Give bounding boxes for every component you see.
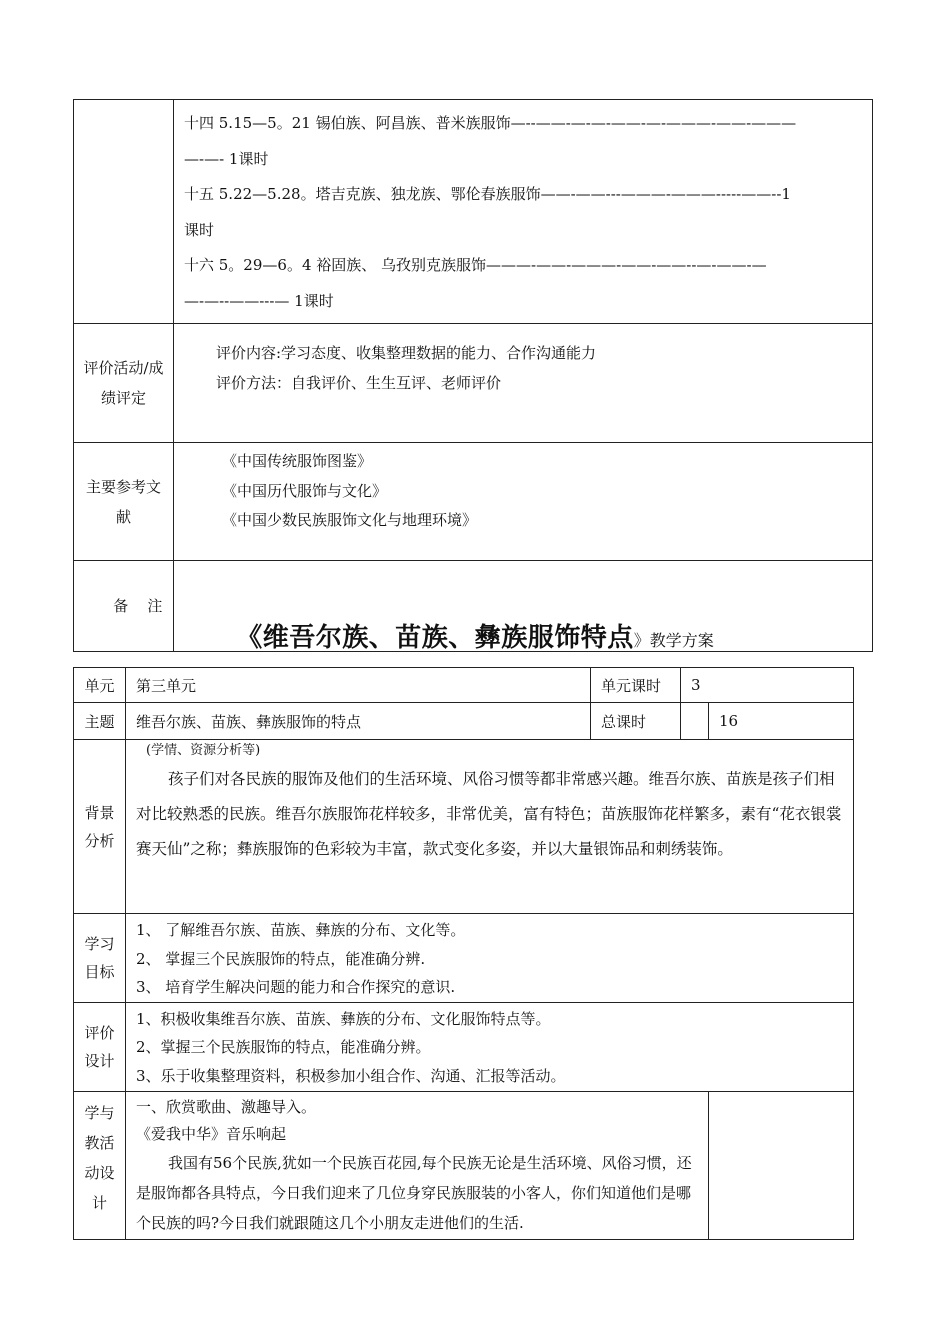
previous-plan-table [73, 99, 873, 652]
evaluation-label [74, 324, 174, 443]
total-hours-label: 总课时 [591, 703, 681, 740]
evaluation-content: 评价内容:学习态度、收集整理数据的能力、合作沟通能力 [216, 344, 597, 362]
unit-label: 单元 [74, 668, 126, 703]
topic-value: 维吾尔族、苗族、彝族服饰的特点 [126, 703, 591, 740]
schedule-line: 十六 5。29—6。4 裕固族、 乌孜别克族服饰———-——-———-——-——--—-——-— [184, 256, 767, 274]
schedule-cell [174, 100, 873, 324]
background-cell [126, 740, 854, 914]
evaluation-label-text: 评价活动/成绩评定 [83, 359, 164, 407]
references-cell [174, 443, 873, 561]
reference-item: 《中国传统服饰图鉴》 [222, 452, 373, 470]
page-title [0, 617, 950, 654]
title-main: 《维吾尔族、苗族、彝族服饰特点 [236, 623, 634, 653]
activity-label: 学与教活动设计 [74, 1091, 126, 1239]
title-suffix: 》教学方案 [633, 631, 714, 650]
eval-design-item: 3、乐于收集整理资料，积极参加小组合作、沟通、汇报等活动。 [136, 1066, 566, 1085]
reference-item: 《中国历代服饰与文化》 [222, 481, 388, 500]
goal-item: 2、 掌握三个民族服饰的特点，能准确分辨. [136, 949, 426, 968]
topic-label: 主题 [74, 703, 126, 740]
goals-label: 学习目标 [74, 914, 126, 1003]
schedule-line: —-—--——---— 1课时 [184, 291, 334, 310]
unit-hours-value: 3 [681, 668, 854, 703]
schedule-line: 课时 [184, 220, 215, 239]
activity-text: 我国有56个民族,犹如一个民族百花园,每个民族无论是生活环境、风俗习惯，还是服饰都各具特点，今日我们迎来了几位身穿民族服装的小客人，你们知道他们是哪个民族的吗?今日我们就跟随这几个小朋友走进他们的生活. [136, 1153, 692, 1232]
remarks-label-text: 备 注 [113, 597, 163, 615]
total-hours-value: 16 [709, 703, 854, 740]
lesson-plan-table [73, 667, 854, 1240]
schedule-line: 十四 5.15—5。21 锡伯族、阿昌族、普米族服饰—--——-—-—-——-—-———-——-——— [184, 114, 797, 132]
eval-design-cell [126, 1002, 854, 1091]
total-hours-spacer [681, 703, 709, 740]
schedule-label-cell [74, 100, 174, 324]
unit-value: 第三单元 [126, 668, 591, 703]
schedule-line: —-—- 1课时 [184, 149, 269, 168]
goals-cell [126, 914, 854, 1003]
activity-song: 《爱我中华》音乐响起 [136, 1124, 287, 1143]
goal-item: 3、 培育学生解决问题的能力和合作探究的意识. [136, 978, 456, 996]
background-label: 背景分析 [74, 740, 126, 914]
evaluation-method: 评价方法：自我评价、生生互评、老师评价 [216, 374, 502, 392]
schedule-line: 十五 5.22—5.28。塔吉克族、独龙族、鄂伦春族服饰——-——---———-———-----——--1 [184, 185, 791, 203]
evaluation-cell [174, 324, 873, 443]
background-note: (学情、资源分析等) [146, 743, 261, 758]
goal-item: 1、 了解维吾尔族、苗族、彝族的分布、文化等。 [136, 921, 466, 939]
eval-design-label: 评价设计 [74, 1002, 126, 1091]
unit-hours-label: 单元课时 [591, 668, 681, 703]
references-label-text: 主要参考文献 [86, 477, 162, 526]
activity-notes-cell [709, 1091, 854, 1239]
background-text: 孩子们对各民族的服饰及他们的生活环境、风俗习惯等都非常感兴趣。维吾尔族、苗族是孩子们相对比较熟悉的民族。维吾尔族服饰花样较多，非常优美，富有特色；苗族服饰花样繁多，素有“花衣银裳赛天仙”之称；彝族服饰的色彩较为丰富，款式变化多姿，并以大量银饰品和刺绣装饰。 [136, 770, 842, 858]
reference-item: 《中国少数民族服饰文化与地理环境》 [222, 511, 478, 529]
activity-cell [126, 1091, 709, 1239]
activity-heading: 一、欣赏歌曲、激趣导入。 [136, 1097, 317, 1116]
references-label [74, 443, 174, 561]
eval-design-item: 1、积极收集维吾尔族、苗族、彝族的分布、文化服饰特点等。 [136, 1009, 551, 1028]
eval-design-item: 2、掌握三个民族服饰的特点，能准确分辨。 [136, 1038, 431, 1056]
